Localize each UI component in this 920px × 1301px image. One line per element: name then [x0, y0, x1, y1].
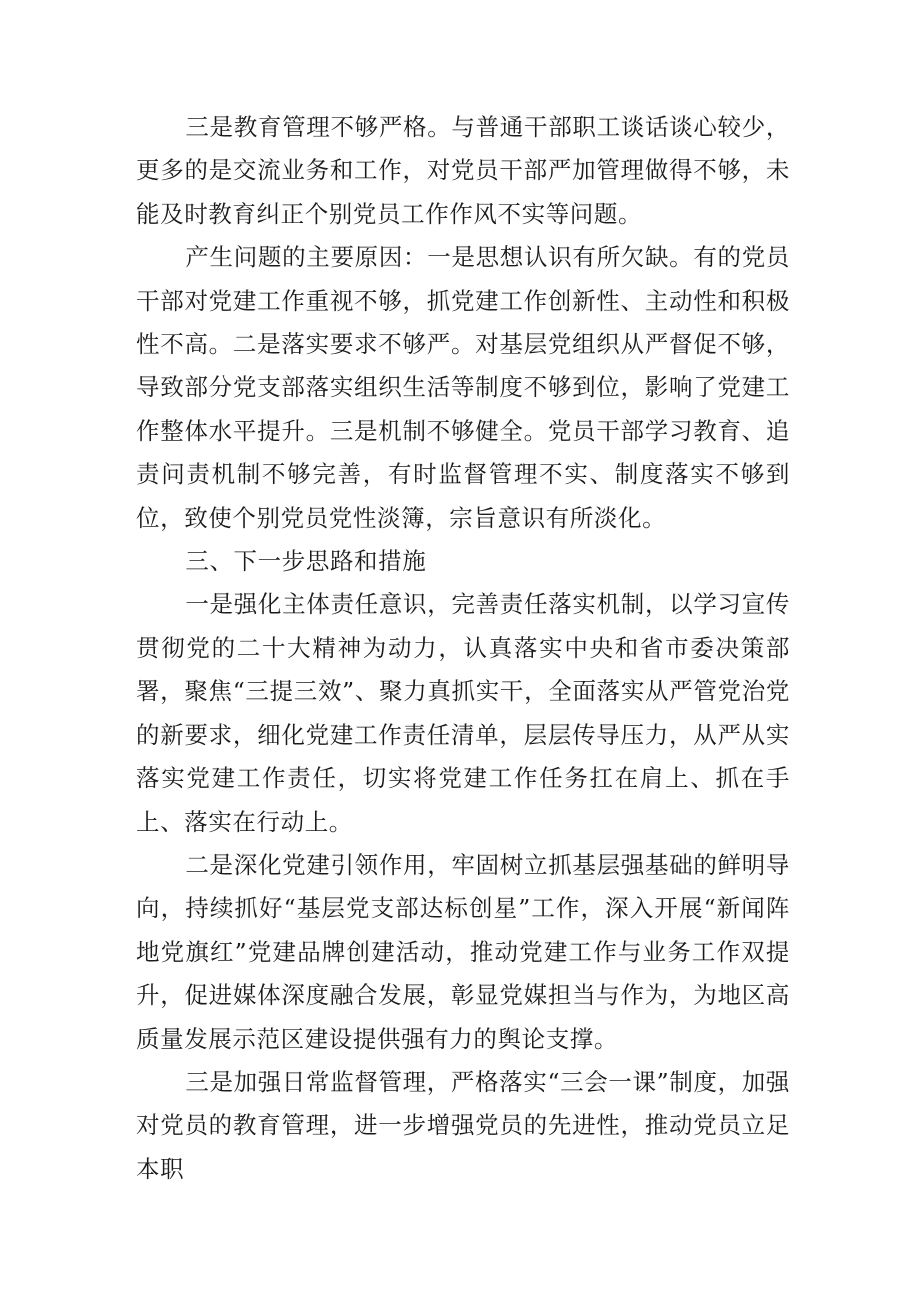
paragraph-measure-one: 一是强化主体责任意识，完善责任落实机制，以学习宣传贯彻党的二十大精神为动力，认真落实中央和省市委决策部署，聚焦“三提三效”、聚力真抓实干，全面落实从严管党治党的新要求，细化党建工作责任清单，层层传导压力，从严从实落实党建工作责任，切实将党建工作任务扛在肩上、抓在手上、落实在行动上。 [136, 590, 790, 836]
paragraph-education-management: 三是教育管理不够严格。与普通干部职工谈话谈心较少，更多的是交流业务和工作，对党员干部严加管理做得不够，未能及时教育纠正个别党员工作作风不实等问题。 [136, 113, 790, 228]
paragraph-measure-three: 三是加强日常监督管理，严格落实“三会一课”制度，加强对党员的教育管理，进一步增强党员的先进性，推动党员立足本职 [136, 1067, 790, 1183]
paragraph-measure-two: 二是深化党建引领作用，牢固树立抓基层强基础的鲜明导向，持续抓好“基层党支部达标创星”工作，深入开展“新闻阵地党旗红”党建品牌创建活动，推动党建工作与业务工作双提升，促进媒体深度融合发展，彰显党媒担当与作为，为地区高质量发展示范区建设提供强有力的舆论支撑。 [136, 850, 790, 1053]
document-body [136, 106, 790, 1191]
paragraph-problem-causes: 产生问题的主要原因：一是思想认识有所欠缺。有的党员干部对党建工作重视不够，抓党建工作创新性、主动性和积极性不高。二是落实要求不够严。对基层党组织从严督促不够，导致部分党支部落实组织生活等制度不够到位，影响了党建工作整体水平提升。三是机制不够健全。党员干部学习教育、追责问责机制不够完善，有时监督管理不实、制度落实不够到位，致使个别党员党性淡簿，宗旨意识有所淡化。 [136, 243, 790, 532]
section-heading-next-steps: 三、下一步思路和措施 [185, 547, 427, 576]
